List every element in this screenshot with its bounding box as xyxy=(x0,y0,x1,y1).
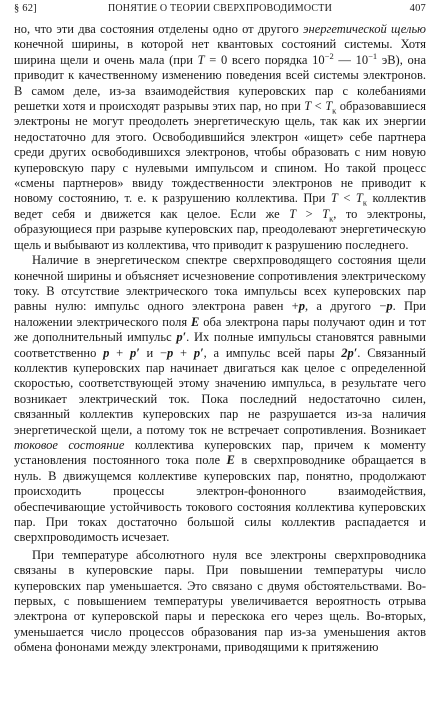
emphasis-text: T xyxy=(197,52,205,67)
text-run: и − xyxy=(139,345,168,360)
text-run: . При наложении электрического поля xyxy=(14,299,426,329)
emphasis-text: p xyxy=(167,345,174,360)
page-number: 407 xyxy=(409,3,426,14)
text-run: образовавшиеся электроны не могут преодолеть энергетическую щель, так как их энергии недостаточно для этого. Освободившийся электрон «ищет» себе партнера среди других освободившихся электронов, чтобы образовать с ним новую куперовскую пару с нулевыми импульсом и спином. Но такой процесс «смены партнеров» ввиду тождественности электронов не приводит к новому состоянию, т. е. к разрушению коллектива. При xyxy=(14,99,426,206)
emphasis-text: T xyxy=(289,206,297,221)
emphasis-text: токовое состояние xyxy=(14,437,125,452)
running-title: ПОНЯТИЕ О ТЕОРИИ СВЕРХПРОВОДИМОСТИ xyxy=(107,3,333,14)
text-run: . Их полные импульсы становятся равными соответственно xyxy=(14,330,426,360)
emphasis-text: E xyxy=(226,453,235,468)
emphasis-text: p′ xyxy=(129,345,140,360)
emphasis-text: T xyxy=(304,99,312,114)
text-run: коллектив ведет себя и движется как целое. Если же xyxy=(14,191,426,221)
emphasis-text: E xyxy=(191,314,200,329)
emphasis-text: p xyxy=(386,299,393,314)
paragraph xyxy=(14,22,426,253)
emphasis-text: p′ xyxy=(176,330,187,345)
text-run: — 10 xyxy=(333,52,369,67)
text-run: оба электрона пары получают один и тот же дополнительный импульс xyxy=(14,314,426,345)
emphasis-text: p′ xyxy=(193,345,204,360)
text-run: < xyxy=(311,99,326,114)
text-run: но, что эти два состояния отделены одно от другого xyxy=(14,22,303,36)
running-header xyxy=(14,3,426,19)
paragraph xyxy=(14,548,426,656)
emphasis-text: p xyxy=(103,345,110,360)
text-run: к xyxy=(329,213,334,224)
emphasis-text: T xyxy=(355,191,363,206)
text-run: , а другого − xyxy=(304,299,387,314)
text-run: к xyxy=(332,105,337,116)
emphasis-text: 2p′ xyxy=(341,345,358,360)
text-run: + xyxy=(173,345,194,360)
text-run: конечной ширины, в которой нет квантовых состояний системы. Хотя ширина щели и очень мала (при xyxy=(14,37,426,67)
text-run: −1 xyxy=(368,50,378,61)
body-text xyxy=(14,22,426,656)
text-run: коллектива куперовских пар, причем к моменту установления постоянного тока поле xyxy=(14,437,427,468)
text-run: + xyxy=(109,345,130,360)
text-run: к xyxy=(362,197,367,208)
emphasis-text: T xyxy=(325,99,333,114)
paragraph xyxy=(14,253,426,546)
emphasis-text: T xyxy=(322,206,330,221)
text-run: в сверхпроводнике обращается в нуль. В движущемся коллективе куперовских пар, понятно, продолжают происходить процессы электрон-фононного взаимодействия, обеспечивающие устойчивость токового состояния коллектива куперовских пар. При токах достаточно большой силы коллектив распадается и сверхпроводимость исчезает. xyxy=(14,453,426,545)
emphasis-text: энергетической щелью xyxy=(302,22,426,36)
text-run: При температуре абсолютного нуля все электроны сверхпроводника связаны в куперовские пары. При повышении температуры число куперовских пар уменьшается. Это связано с двумя обстоятельствами. Во-первых, с повышением температуры увеличивается вероятность отрыва электрона от куперовской пары и перескока его через щель. Во-вторых, уменьшается число процессов образования пар из-за уменьшения актов обмена фононами между электронами, приводящими к притяжению xyxy=(14,547,426,655)
text-run: эВ), она приводит к качественному изменению поведения всей системы электронов. В самом деле, из-за взаимодействия куперовских пар с колебаниями решетки хотя и происходят разрывы этих пар, но при xyxy=(14,52,426,114)
text-run: Наличие в энергетическом спектре сверхпроводящего состояния щели конечной ширины и объясняет исчезновение сопротивления электрическому току. В отсутствие электрического тока импульсы всех куперовских пар равны нулю: импульс одного электрона равен + xyxy=(14,253,426,314)
text-run: , а импульс всей пары xyxy=(203,345,342,360)
text-run: = 0 всего порядка 10 xyxy=(204,52,325,67)
section-number: § 62] xyxy=(14,3,37,14)
text-run: > xyxy=(296,206,323,221)
text-run: −2 xyxy=(324,50,334,61)
text-run: < xyxy=(337,191,356,206)
text-run: . Связанный коллектив куперовских пар начинает двигаться как целое с определенной скоростью, соответствующей этому значению импульса, в результате чего возникает электрический ток. Пока последний недостаточно силен, связанный коллектив куперовских пар не разрушается из-за наличия энергетической щели, а потому ток не встречает сопротивления. Возникает xyxy=(14,345,426,437)
emphasis-text: p xyxy=(298,299,305,314)
emphasis-text: T xyxy=(330,191,338,206)
text-run: , то электроны, образующиеся при разрыве куперовских пар, преодолевают энергетическую щель и выбывают из коллектива, что приводит к разрушению последнего. xyxy=(14,206,426,252)
